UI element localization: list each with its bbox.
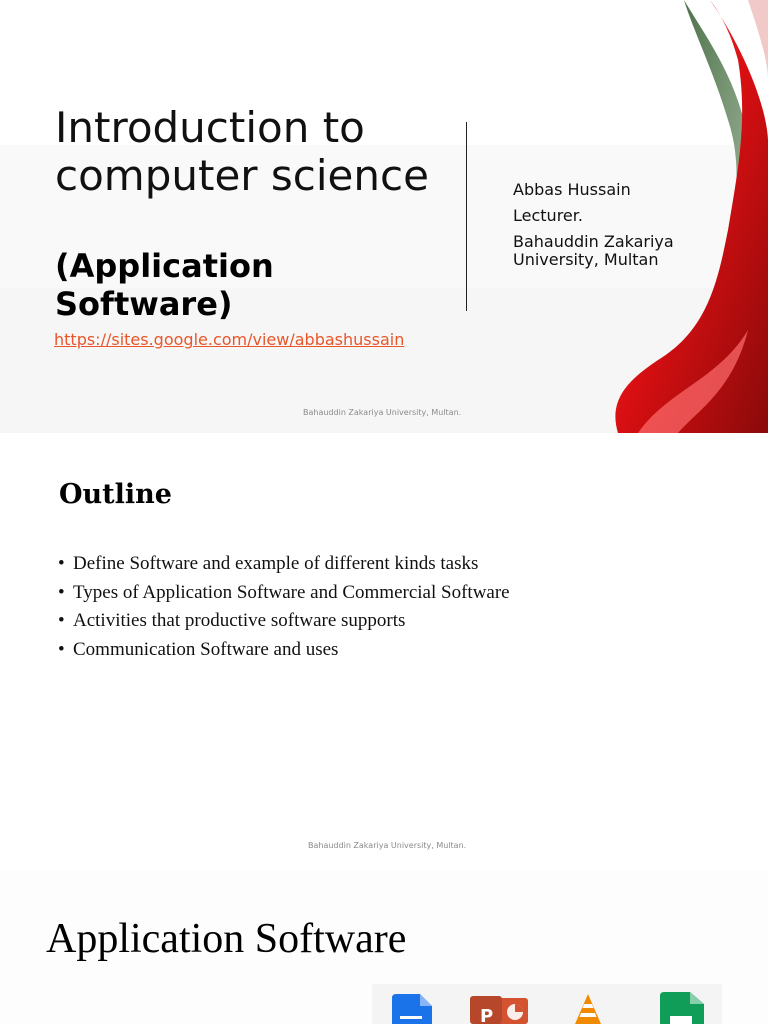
vlc-icon (575, 994, 601, 1024)
bullet-icon: • (58, 581, 65, 603)
author-organization: Bahauddin Zakariya University, Multan (513, 232, 674, 269)
website-link[interactable]: https://sites.google.com/view/abbashussain (54, 330, 405, 349)
outline-slide (0, 433, 768, 870)
application-software-slide (0, 870, 768, 1024)
author-name: Abbas Hussain (513, 180, 631, 199)
divider-line (466, 122, 467, 311)
author-block (513, 181, 713, 277)
list-item: • Communication Software and uses (58, 636, 510, 665)
slide-footer: Bahauddin Zakariya University, Multan. (303, 408, 462, 417)
author-role: Lecturer. (513, 206, 583, 225)
outline-list (58, 550, 510, 665)
list-item: • Types of Application Software and Commercial Software (58, 579, 510, 608)
bullet-icon: • (58, 610, 65, 632)
slide-subtitle: (Application Software) (55, 247, 274, 323)
slide-title: Application Software (46, 916, 407, 962)
google-sheets-icon (658, 992, 706, 1024)
outline-title: Outline (59, 479, 172, 510)
google-docs-icon (388, 994, 434, 1024)
bullet-icon: • (58, 553, 65, 574)
title-slide (0, 0, 768, 433)
slide-title: Introduction to computer science (55, 103, 429, 200)
svg-text:P: P (480, 1006, 494, 1024)
slide-footer: Bahauddin Zakariya University, Multan. (308, 841, 467, 850)
powerpoint-icon (470, 994, 530, 1024)
bullet-icon: • (58, 639, 65, 661)
list-item: • Activities that productive software supports (58, 607, 510, 636)
list-item: • Define Software and example of different kinds tasks (58, 550, 510, 579)
